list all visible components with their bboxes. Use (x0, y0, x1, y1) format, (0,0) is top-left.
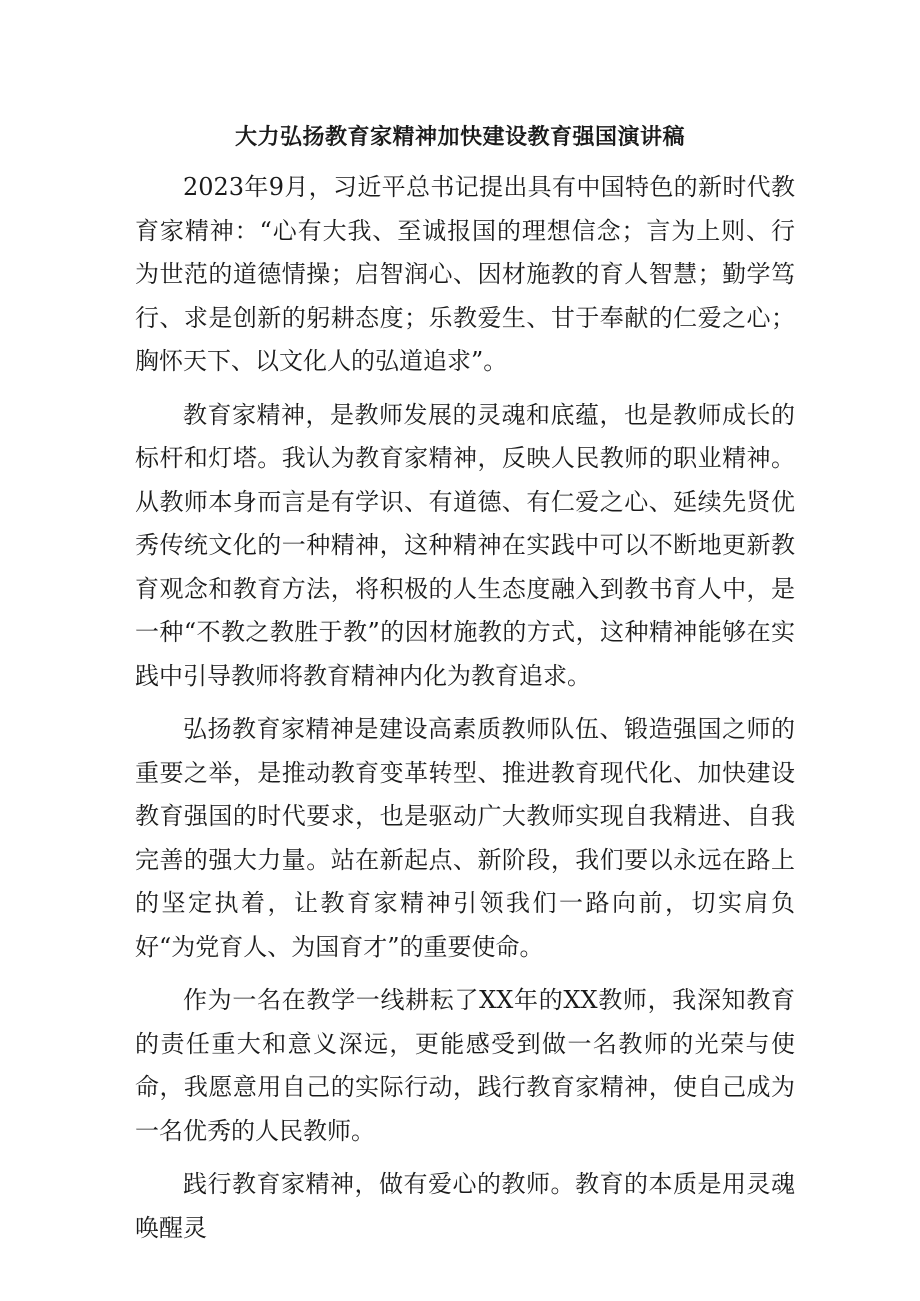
paragraph-2: 教育家精神，是教师发展的灵魂和底蕴，也是教师成长的标杆和灯塔。我认为教育家精神，反映人民教师的职业精神。从教师本身而言是有学识、有道德、有仁爱之心、延续先贤优秀传统文化的一种精神，这种精神在实践中可以不断地更新教育观念和教育方法，将积极的人生态度融入到教书育人中，是一种“不教之教胜于教”的因材施教的方式，这种精神能够在实践中引导教师将教育精神内化为教育追求。 (135, 400, 795, 690)
paragraph-3: 弘扬教育家精神是建设高素质教师队伍、锻造强国之师的重要之举，是推动教育变革转型、推进教育现代化、加快建设教育强国的时代要求，也是驱动广大教师实现自我精进、自我完善的强大力量。站在新起点、新阶段，我们要以永远在路上的坚定执着，让教育家精神引领我们一路向前，切实肩负好“为党育人、为国育才”的重要使命。 (135, 715, 795, 961)
document-body (135, 166, 795, 1260)
paragraph-4: 作为一名在教学一线耕耘了XX年的XX教师，我深知教育的责任重大和意义深远，更能感受到做一名教师的光荣与使命，我愿意用自己的实际行动，践行教育家精神，使自己成为一名优秀的人民教师。 (135, 986, 795, 1145)
paragraph-5: 践行教育家精神，做有爱心的教师。教育的本质是用灵魂唤醒灵 (135, 1170, 795, 1242)
paragraph-1: 2023年9月，习近平总书记提出具有中国特色的新时代教育家精神：“心有大我、至诚报国的理想信念；言为上则、行为世范的道德情操；启智润心、因材施教的育人智慧；勤学笃行、求是创新的躬耕态度；乐教爱生、甘于奉献的仁爱之心；胸怀天下、以文化人的弘道追求”。 (135, 173, 795, 375)
document-title: 大力弘扬教育家精神加快建设教育强国演讲稿 (234, 125, 685, 150)
